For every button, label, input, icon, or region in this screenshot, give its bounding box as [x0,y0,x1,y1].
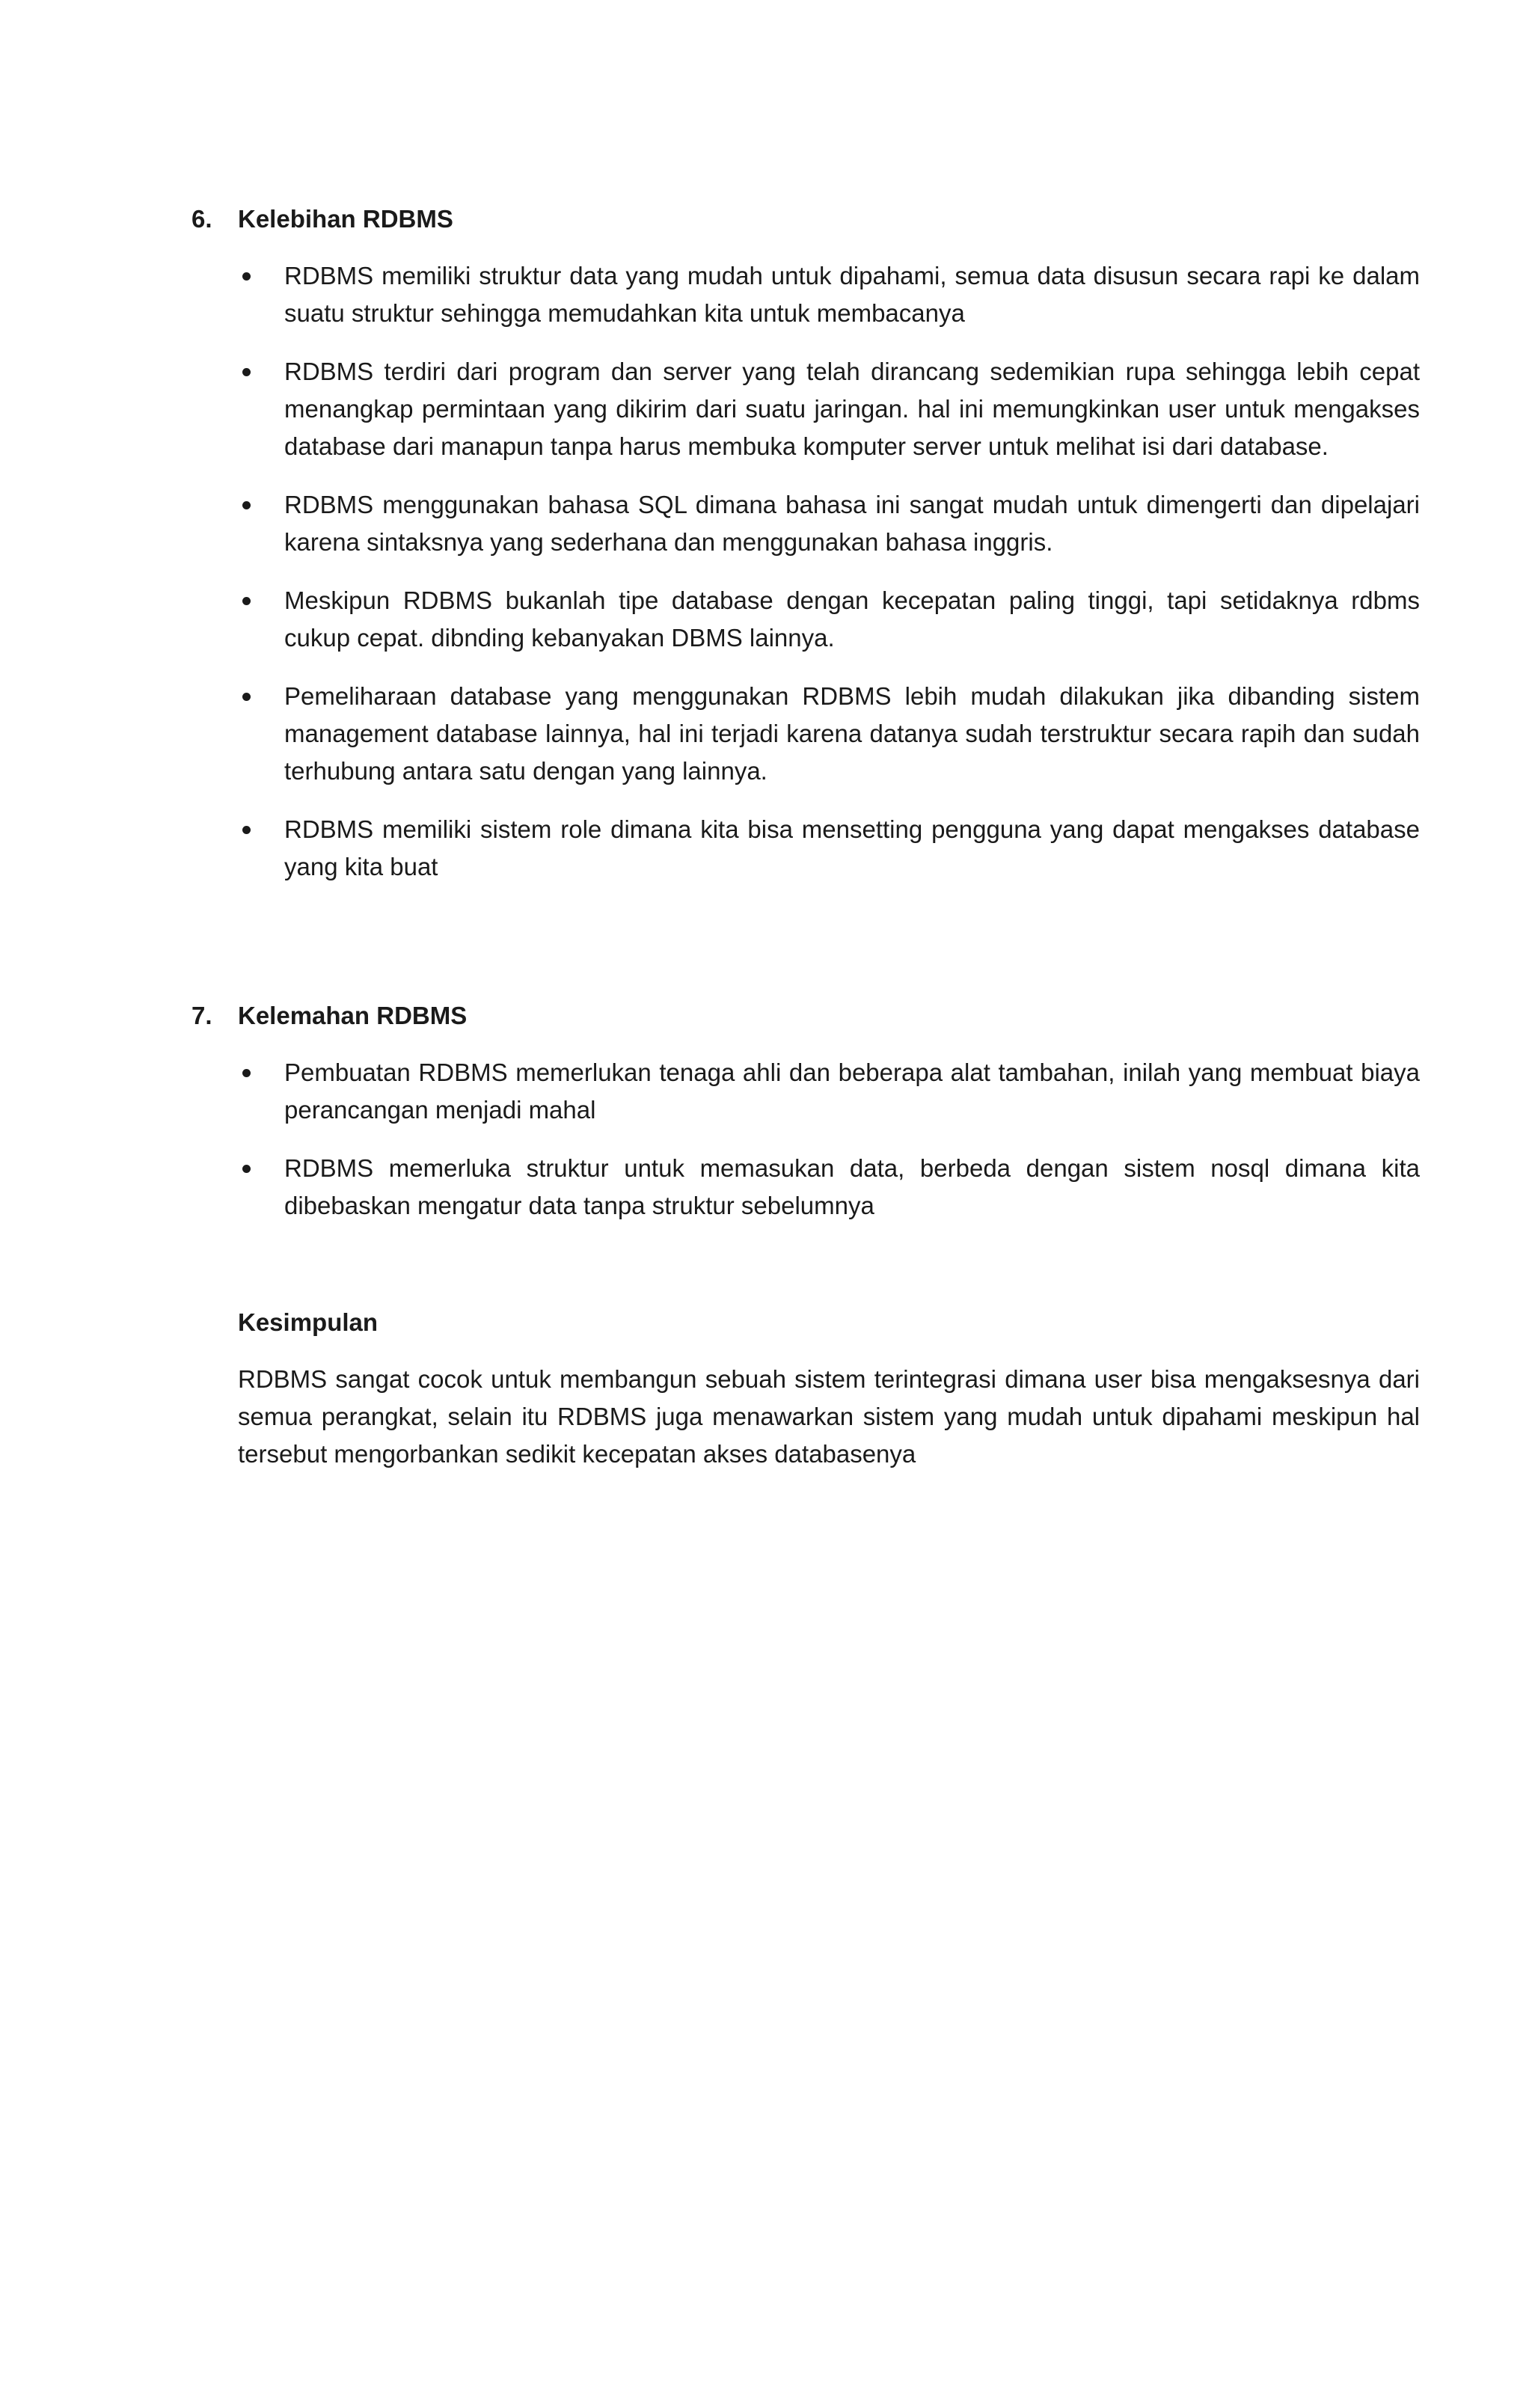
bullet-icon [242,693,251,701]
list-item [238,1150,1420,1225]
section-heading [192,997,1420,1035]
advantages-list [192,257,1420,886]
bullet-icon [242,1165,251,1173]
bullet-icon [242,1069,251,1077]
list-item-text: RDBMS memiliki struktur data yang mudah untuk dipahami, semua data disusun secara rapi ke dalam suatu struktur sehingga memudahkan kita untuk membacanya [284,262,1420,327]
list-item-text: Meskipun RDBMS bukanlah tipe database dengan kecepatan paling tinggi, tapi setidaknya rdbms cukup cepat. dibnding kebanyakan DBMS lainnya. [284,586,1420,652]
list-item [238,1054,1420,1129]
list-item-text: Pemeliharaan database yang menggunakan RDBMS lebih mudah dilakukan jika dibanding sistem management database lainnya, hal ini terjadi karena datanya sudah terstruktur secara rapih dan sudah terhubung antara satu dengan yang lainnya. [284,682,1420,785]
section-number: 7. [192,1002,212,1029]
list-item-text: RDBMS terdiri dari program dan server yang telah dirancang sedemikian rupa sehingga lebih cepat menangkap permintaan yang dikirim dari suatu jaringan. hal ini memungkinkan user untuk mengakses database dari manapun tanpa harus membuka komputer server untuk melihat isi dari database. [284,358,1420,460]
list-item-text: RDBMS memerluka struktur untuk memasukan data, berbeda dengan sistem nosql dimana kita dibebaskan mengatur data tanpa struktur sebelumnya [284,1154,1420,1219]
conclusion-body: RDBMS sangat cocok untuk membangun sebuah sistem terintegrasi dimana user bisa mengaksesnya dari semua perangkat, selain itu RDBMS juga menawarkan sistem yang mudah untuk dipahami meskipun hal tersebut mengorbankan sedikit kecepatan akses databasenya [238,1365,1420,1468]
list-item [238,582,1420,657]
bullet-icon [242,501,251,509]
bullet-icon [242,597,251,605]
list-item-text: Pembuatan RDBMS memerlukan tenaga ahli dan beberapa alat tambahan, inilah yang membuat biaya perancangan menjadi mahal [284,1059,1420,1124]
list-item [238,486,1420,561]
list-item [238,678,1420,790]
list-item [238,353,1420,465]
list-item [238,257,1420,332]
section-disadvantages [192,997,1420,1225]
list-item-text: RDBMS menggunakan bahasa SQL dimana bahasa ini sangat mudah untuk dimengerti dan dipelajari karena sintaksnya yang sederhana dan menggunakan bahasa inggris. [284,491,1420,556]
disadvantages-list [192,1054,1420,1225]
section-advantages [192,200,1420,886]
bullet-icon [242,368,251,376]
section-title: Kelemahan RDBMS [238,1002,468,1029]
list-item [238,811,1420,886]
list-item-text: RDBMS memiliki sistem role dimana kita bisa mensetting pengguna yang dapat mengakses database yang kita buat [284,815,1420,880]
section-number: 6. [192,205,212,233]
section-heading [192,200,1420,238]
conclusion-section [238,1304,1420,1473]
conclusion-title: Kesimpulan [238,1308,379,1336]
section-title: Kelebihan RDBMS [238,205,453,233]
bullet-icon [242,826,251,834]
bullet-icon [242,272,251,281]
